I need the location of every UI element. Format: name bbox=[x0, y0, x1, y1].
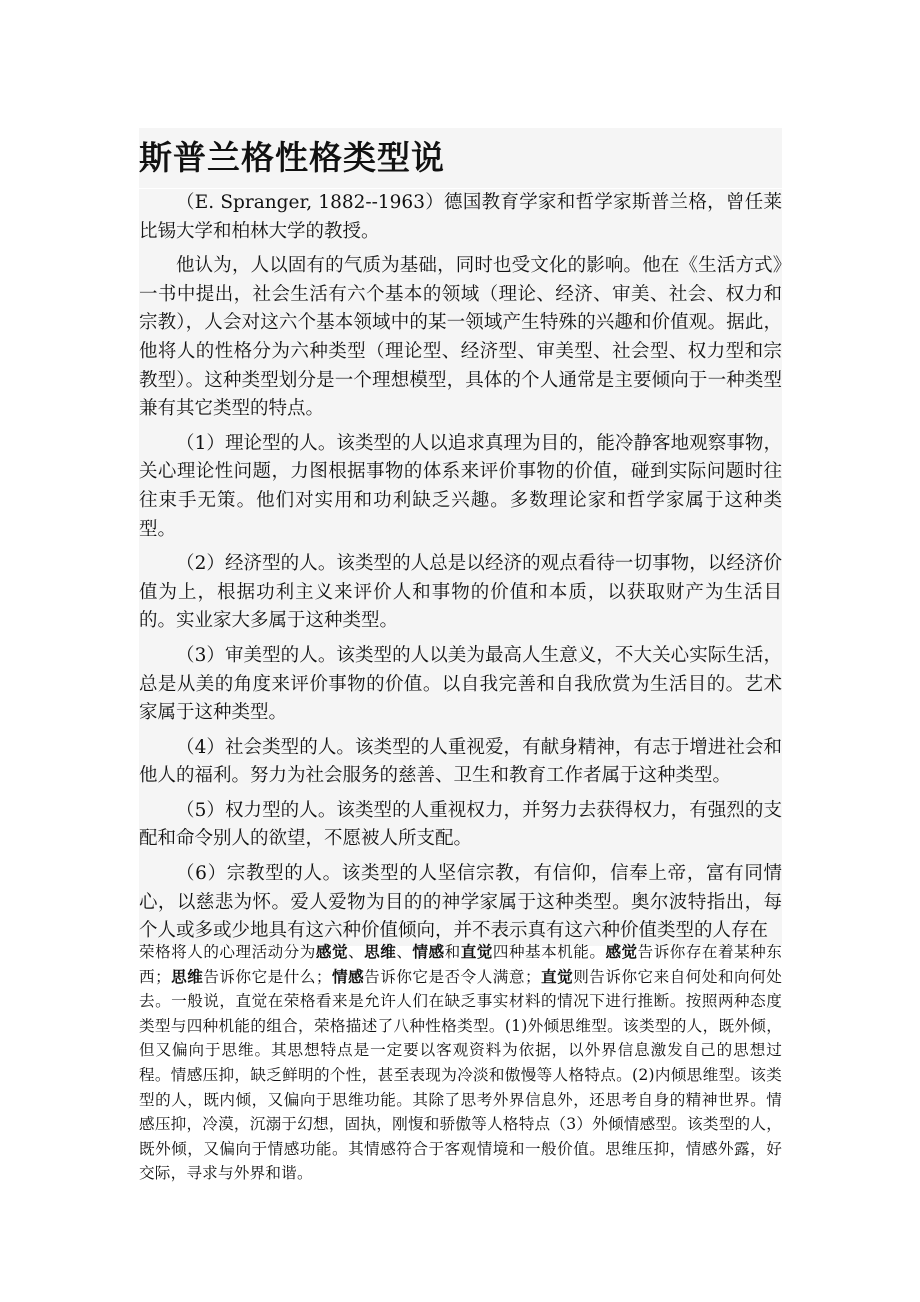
jung-text-segment: 和 bbox=[444, 943, 461, 961]
jung-text-segment: 则告诉你它来自何处和向何处去。一般说，直觉在荣格看来是允许人们在缺乏事实材料的情况下进行推断。按照两种态度类型与四种机能的组合，荣格描述了八种性格类型。(1)外倾思维型。该类型的人，既外倾，但又偏向于思维。其思想特点是一定要以客观资料为依据，以外界信息激发自己的思想过程。情感压抑，缺乏鲜明的个性，甚至表现为冷淡和傲慢等人格特点。(2)内倾思维型。该类型的人，既内倾，又偏向于思维功能。其除了思考外界信息外，还思考自身的精神世界。情感压抑，冷漠，沉溺于幻想，固执，刚愎和骄傲等人格特点（3）外倾情感型。该类型的人，既外倾，又偏向于情感功能。其情感符合于客观情境和一般价值。思维压抑，情感外露，好交际，寻求与外界和谐。 bbox=[139, 967, 782, 1183]
keyword-feeling: 情感 bbox=[412, 942, 445, 961]
jung-text-segment: 四种基本机能。 bbox=[492, 943, 606, 961]
jung-text-segment: 告诉你存在着某种东西； bbox=[139, 943, 783, 986]
keyword-sensation: 感觉 bbox=[315, 942, 349, 961]
spranger-section bbox=[139, 189, 782, 946]
type-paragraph-religious: （6）宗教型的人。该类型的人坚信宗教，有信仰，信奉上帝，富有同情心，以慈悲为怀。爱人爱物为目的的神学家属于这种类型。奥尔波特指出，每个人或多或少地具有这六种价值倾向，并不表示真有这六种价值类型的人存在 bbox=[139, 863, 782, 942]
keyword-thinking: 思维 bbox=[364, 942, 397, 961]
jung-separator: 、 bbox=[396, 943, 413, 961]
jung-text-segment: 告诉你它是什么； bbox=[203, 967, 332, 986]
keyword-intuition: 直觉 bbox=[460, 942, 493, 961]
type-paragraph-social: （4）社会类型的人。该类型的人重视爱，有献身精神，有志于增进社会和他人的福利。努力为社会服务的慈善、卫生和教育工作者属于这种类型。 bbox=[139, 736, 782, 787]
type-paragraph-economic: （2）经济型的人。该类型的人总是以经济的观点看待一切事物，以经济价值为上，根据功利主义来评价人和事物的价值和本质，以获取财产为生活目的。实业家大多属于这种类型。 bbox=[139, 553, 782, 632]
type-paragraph-theoretical: （1）理论型的人。该类型的人以追求真理为目的，能冷静客地观察事物，关心理论性问题，力图根据事物的体系来评价事物的价值，碰到实际问题时往往束手无策。他们对实用和功利缺乏兴趣。多数理论家和哲学家属于这种类型。 bbox=[139, 432, 782, 540]
jung-text-segment: 荣格将人的心理活动分为 bbox=[139, 943, 316, 961]
type-paragraph-aesthetic: （3）审美型的人。该类型的人以美为最高人生意义，不大关心实际生活，总是从美的角度来评价事物的价值。以自我完善和自我欣赏为生活目的。艺术家属于这种类型。 bbox=[139, 644, 782, 724]
jung-paragraph bbox=[139, 940, 782, 1186]
keyword-feeling: 情感 bbox=[331, 966, 365, 986]
intro-paragraph: （E. Spranger, 1882--1963）德国教育学家和哲学家斯普兰格，曾任莱比锡大学和柏林大学的教授。 bbox=[139, 192, 782, 242]
keyword-sensation: 感觉 bbox=[605, 942, 638, 961]
type-paragraph-power: （5）权力型的人。该类型的人重视权力，并努力去获得权力，有强烈的支配和命令别人的欲望，不愿被人所支配。 bbox=[139, 799, 782, 850]
keyword-thinking: 思维 bbox=[170, 966, 204, 986]
jung-section bbox=[139, 940, 782, 1186]
document-title: 斯普兰格性格类型说 bbox=[139, 128, 782, 188]
overview-paragraph: 他认为，人以固有的气质为基础，同时也受文化的影响。他在《生活方式》一书中提出，社会生活有六个基本的领域（理论、经济、审美、社会、权力和宗教），人会对这六个基本领域中的某一领域产生特殊的兴趣和价值观。据此，他将人的性格分为六种类型（理论型、经济型、审美型、社会型、权力型和宗教型）。这种类型划分是一个理想模型，具体的个人通常是主要倾向于一种类型兼有其它类型的特点。 bbox=[139, 255, 782, 420]
jung-text-segment: 告诉你它是否令人满意； bbox=[364, 967, 541, 986]
keyword-intuition: 直觉 bbox=[540, 966, 574, 986]
jung-separator: 、 bbox=[348, 943, 365, 961]
